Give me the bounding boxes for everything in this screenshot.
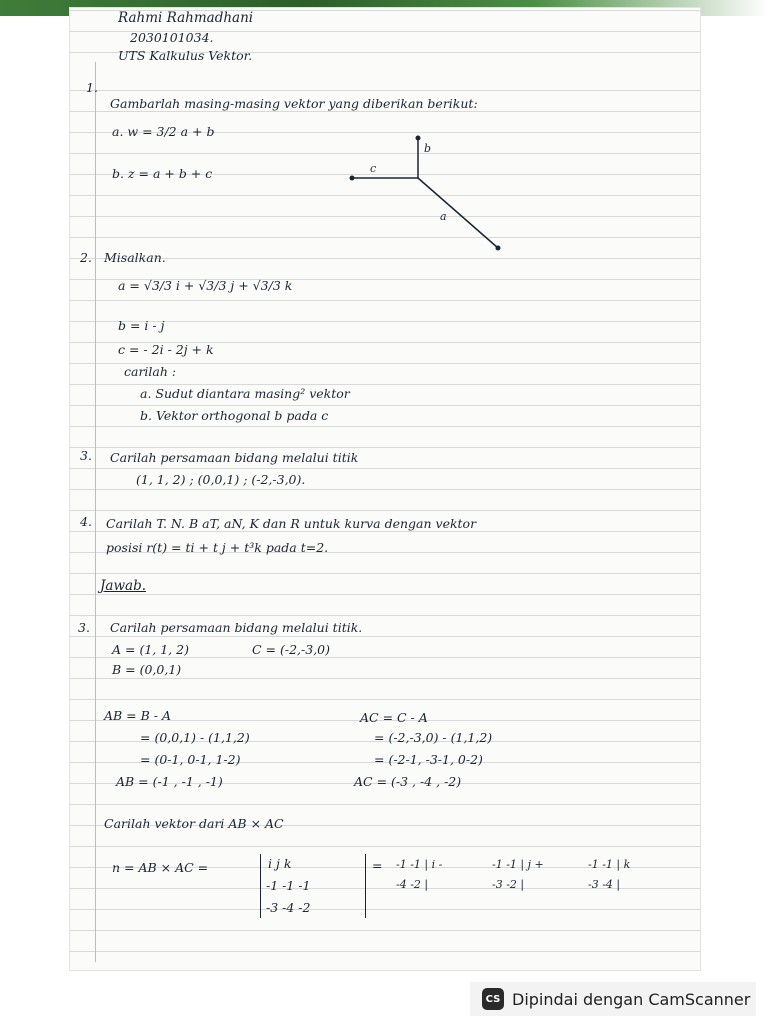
q2-item-a: a. Sudut diantara masing² vektor: [140, 386, 350, 401]
minor-2-top: -1 -1 | j +: [492, 858, 544, 871]
camscanner-text: Dipindai dengan CamScanner: [512, 989, 751, 1009]
course-title: UTS Kalkulus Vektor.: [118, 48, 253, 63]
label-b: b: [424, 142, 432, 155]
camscanner-icon: CS: [482, 988, 504, 1010]
ab-step3: = (0-1, 0-1, 1-2): [140, 752, 241, 767]
q3-line1: Carilah persamaan bidang melalui titik: [110, 450, 359, 465]
q3-number: 3.: [80, 448, 92, 463]
vector-diagram: [340, 130, 520, 260]
n-label: n = AB × AC =: [112, 860, 209, 875]
q4-line1: Carilah T. N. B aT, aN, K dan R untuk kurva dengan vektor: [106, 516, 477, 531]
minor-3-top: -1 -1 | k: [588, 858, 631, 871]
minor-3-bottom: -3 -4 |: [588, 878, 621, 891]
ab-step1: AB = B - A: [104, 708, 172, 723]
point-B: B = (0,0,1): [112, 662, 182, 677]
q2-vector-a: a = √3/3 i + √3/3 j + √3/3 k: [118, 278, 293, 293]
q1-prompt: Gambarlah masing-masing vektor yang diberikan berikut:: [110, 96, 478, 111]
q2-item-b: b. Vektor orthogonal b pada c: [140, 408, 329, 423]
ac-step1: AC = C - A: [360, 710, 428, 725]
point-A: A = (1, 1, 2): [112, 642, 189, 657]
q2-vector-b: b = i - j: [118, 318, 165, 333]
ans3-number: 3.: [78, 620, 90, 635]
minor-1-top: -1 -1 | i -: [396, 858, 443, 871]
matrix-row1: i j k: [268, 856, 292, 871]
label-c: c: [370, 162, 377, 175]
matrix-row2: -1 -1 -1: [266, 878, 311, 893]
cross-title: Carilah vektor dari AB × AC: [104, 816, 284, 831]
ac-step3: = (-2-1, -3-1, 0-2): [374, 752, 483, 767]
point-C: C = (-2,-3,0): [252, 642, 330, 657]
q1-item-a: a. w = 3/2 a + b: [112, 124, 215, 139]
ac-result: AC = (-3 , -4 , -2): [354, 774, 462, 789]
ab-result: AB = (-1 , -1 , -1): [116, 774, 223, 789]
q2-title: Misalkan.: [104, 250, 166, 265]
jawab-heading: Jawab.: [100, 578, 146, 594]
equals-sign: =: [372, 858, 383, 873]
minor-2-bottom: -3 -2 |: [492, 878, 525, 891]
q2-vector-c: c = - 2i - 2j + k: [118, 342, 214, 357]
q2-number: 2.: [80, 250, 92, 265]
q3-line2: (1, 1, 2) ; (0,0,1) ; (-2,-3,0).: [136, 472, 306, 487]
q4-line2: posisi r(t) = ti + t j + t³k pada t=2.: [106, 540, 329, 555]
camscanner-footer: [470, 982, 756, 1016]
student-id: 2030101034.: [130, 30, 214, 45]
ab-step2: = (0,0,1) - (1,1,2): [140, 730, 250, 745]
margin-line: [95, 62, 96, 962]
q1-item-b: b. z = a + b + c: [112, 166, 213, 181]
q4-number: 4.: [80, 514, 92, 529]
label-a: a: [440, 210, 447, 223]
minor-1-bottom: -4 -2 |: [396, 878, 429, 891]
student-name: Rahmi Rahmadhani: [118, 10, 254, 26]
ac-step2: = (-2,-3,0) - (1,1,2): [374, 730, 493, 745]
q2-carilah: carilah :: [124, 364, 177, 379]
matrix-row3: -3 -4 -2: [266, 900, 311, 915]
ans3-title: Carilah persamaan bidang melalui titik.: [110, 620, 363, 635]
q1-number: 1.: [86, 80, 98, 95]
